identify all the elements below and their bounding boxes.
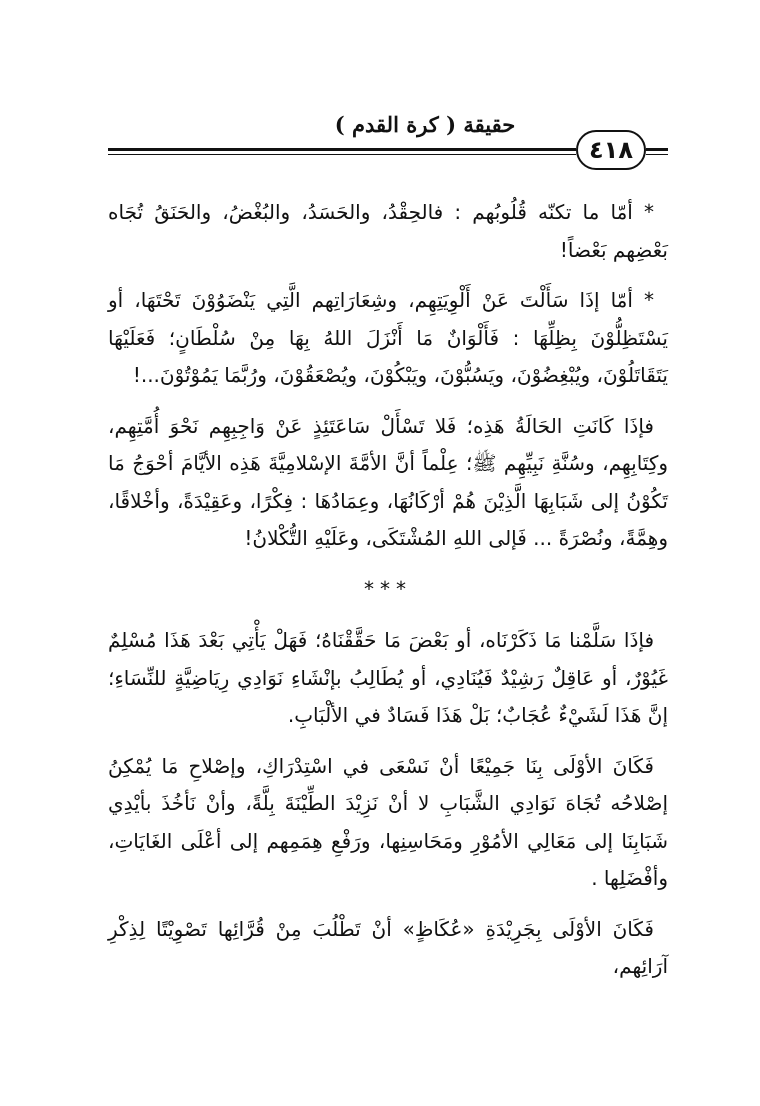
paragraph: * أمّا إذَا سَأَلْتَ عَنْ أَلْوِيَتِهِم، وشِعَارَاتِهم الَّتِي يَنْضَوُوْنَ تَحْتَهَا، أو يَسْتَظِلُّوْنَ بِظِلِّهَا : فَأَلْوَانٌ مَا أَنْزَلَ اللهُ بِهَا مِنْ سُلْطَانٍ؛ فَعَلَيْهَا يَتَقَاتَلُوْنَ، ويُبْغِضُوْنَ، ويَسُبُّوْنَ، ويَبْكُوْنَ، ويُصْعَقُوْنَ، ورُبَّمَا يَمُوْتُوْنَ...! (108, 288, 668, 387)
header-rule-right (646, 148, 668, 151)
page-number: ٤١٨ (576, 130, 646, 170)
paragraph: فإذَا سَلَّمْنا مَا ذَكَرْنَاه، أو بَعْضَ مَا حَقَّقْنَاهُ؛ فَهَلْ يَأْتِي بَعْدَ هَذَا مُسْلِمٌ غَيُوْرٌ، أو عَاقِلٌ رَشِيْدٌ فَيُنَادِي، أو يُطَالِبُ بإنْشَاءِ نَوَادِي رِيَاضِيَّةٍ للنِّسَاءِ؛ إنَّ هَذَا لَشَيْءٌ عُجَابٌ؛ بَلْ هَذَا فَسَادٌ في الألْبَابِ. (108, 628, 668, 727)
header-rule-right-thin (646, 154, 668, 155)
paragraph: فَكَانَ الأوْلَى بِجَرِيْدَةِ «عُكَاظٍ» أنْ تَطْلُبَ مِنْ قُرَّائِها تَصْوِيْتًا لِذِكْرِ آرَائِهم، (108, 916, 668, 978)
running-title: حقيقة ( كرة القدم ) (334, 112, 516, 137)
paragraph: * أمّا ما تكنّه قُلُوبُهم : فالحِقْدُ، والحَسَدُ، والبُغْضُ، والحَنَقُ تُجَاه بَعْضِهم بَعْضاً! (108, 200, 668, 262)
section-separator: *** (364, 576, 412, 601)
paragraph: فإذَا كَانَتِ الحَالَةُ هَذِه؛ فَلا تَسْأَلْ سَاعَتَئِذٍ عَنْ وَاجِبِهِم نَحْوَ أُمَّتِهِم، وكِتَابِهِم، وسُنَّةِ نَبِيِّهِم ﷺ؛ عِلْماً أنَّ الأمَّةَ الإسْلامِيَّةَ هَذِه الأيَّامَ أحْوَجُ مَا تَكُوْنُ إلى شَبَابِهَا الَّذِيْنَ هُمْ أرْكَانُهَا، وعِمَادُهَا : فِكْرًا، وعَقِيْدَةً، وأخْلاقًا، وهِمَّةً، ونُصْرَةً ... فَإلى اللهِ المُشْتَكَى، وعَلَيْهِ التُّكْلانُ! (108, 413, 668, 550)
paragraph: فَكَانَ الأوْلَى بِنَا جَمِيْعًا أنْ نَسْعَى في اسْتِدْرَاكِ، وإصْلاحِ مَا يُمْكِنُ إصْلاحُه تُجَاهَ نَوَادِي الشَّبَابِ لا أنْ نَزِيْدَ الطِّيْنَةَ بِلَّةً، وأنْ نَأخُذَ بأيْدِي شَبَابِنَا إلى مَعَالِي الأمُوْرِ ومَحَاسِنِها، ورَفْعِ هِمَمِهم إلى أعْلَى الغَايَاتِ، وأفْضَلِها . (108, 753, 668, 890)
page-body (108, 194, 668, 999)
header-rule-thin (108, 154, 576, 155)
header-rule (108, 148, 576, 151)
